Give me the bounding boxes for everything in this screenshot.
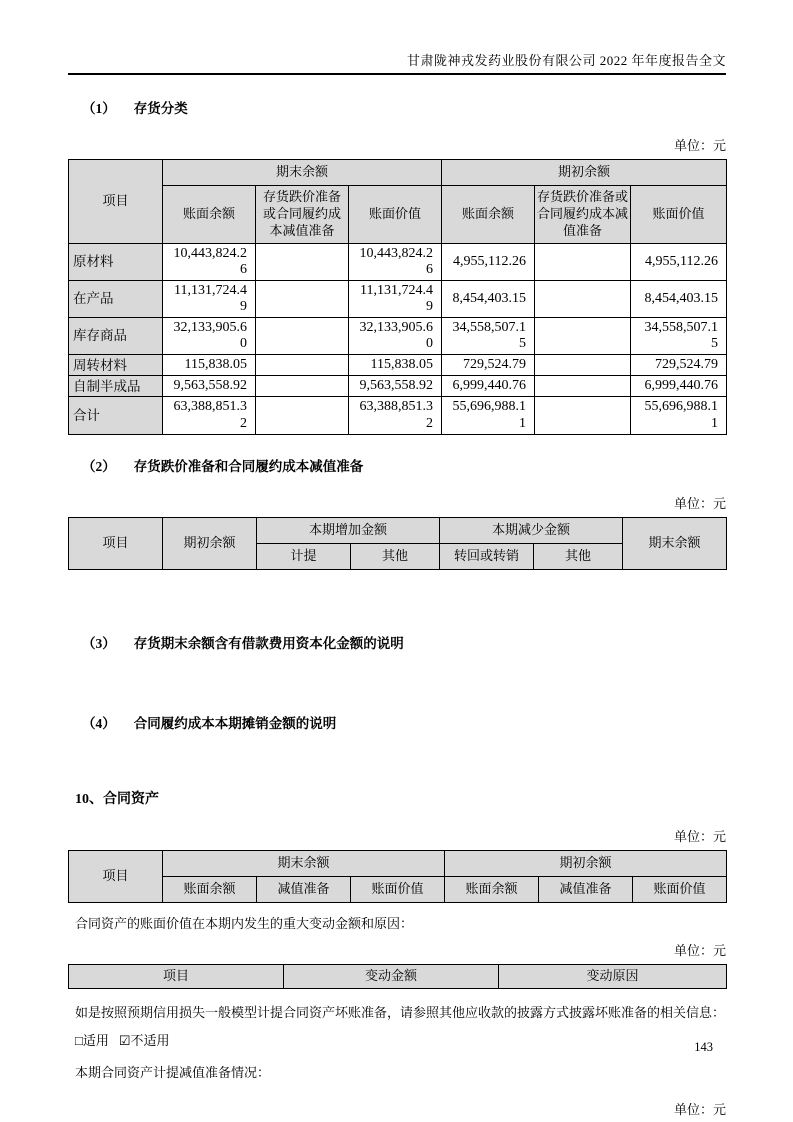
cell-value: 4,955,112.26 xyxy=(442,243,535,280)
table-row xyxy=(69,355,727,376)
checkbox-applicable: □适用 xyxy=(75,1032,109,1048)
unit-label: 单位：元 xyxy=(673,495,726,511)
unit-label: 单位：元 xyxy=(673,942,726,958)
cell-value: 63,388,851.32 xyxy=(349,397,442,434)
cell-value xyxy=(256,280,349,317)
header-cell-closing-balance: 期末余额 xyxy=(623,517,727,569)
section-heading-inventory-provision xyxy=(68,455,726,475)
header-cell-book-balance: 账面余额 xyxy=(445,876,539,902)
cell-value: 729,524.79 xyxy=(631,355,727,376)
header-cell-book-value: 账面价值 xyxy=(351,876,445,902)
inventory-provision-table xyxy=(68,517,727,570)
header-cell-book-value: 账面价值 xyxy=(349,186,442,244)
row-item-label: 库存商品 xyxy=(69,318,163,355)
header-cell-decrease-group: 本期减少金额 xyxy=(440,517,623,543)
row-item-label: 自制半成品 xyxy=(69,376,163,397)
cell-value: 11,131,724.49 xyxy=(349,280,442,317)
cell-value xyxy=(535,355,631,376)
row-item-label: 周转材料 xyxy=(69,355,163,376)
table-row xyxy=(69,243,727,280)
unit-label: 单位：元 xyxy=(673,828,726,844)
note-provision-status: 本期合同资产计提减值准备情况： xyxy=(75,1064,271,1080)
checkbox-not-applicable: ☑不适用 xyxy=(118,1032,170,1048)
section-heading-contract-assets: 10、合同资产 xyxy=(75,791,159,807)
cell-value: 11,131,724.49 xyxy=(163,280,256,317)
cell-value xyxy=(256,355,349,376)
section-heading-inventory-classification xyxy=(68,97,726,117)
cell-value: 34,558,507.15 xyxy=(631,318,727,355)
cell-value: 115,838.05 xyxy=(349,355,442,376)
header-cell-increase-group: 本期增加金额 xyxy=(257,517,440,543)
cell-value xyxy=(535,280,631,317)
section-number: （4） xyxy=(82,715,116,731)
cell-value: 55,696,988.11 xyxy=(442,397,535,434)
applicability-checkbox-line xyxy=(75,1030,726,1049)
cell-value: 4,955,112.26 xyxy=(631,243,727,280)
cell-value: 6,999,440.76 xyxy=(631,376,727,397)
page-number: 143 xyxy=(694,1040,713,1054)
header-cell-other: 其他 xyxy=(534,543,623,569)
cell-value: 6,999,440.76 xyxy=(442,376,535,397)
cell-value: 34,558,507.15 xyxy=(442,318,535,355)
document-header xyxy=(68,0,726,75)
section-number: （1） xyxy=(82,101,116,116)
unit-label: 单位：元 xyxy=(673,138,726,153)
header-cell-other: 其他 xyxy=(351,543,440,569)
header-cell-provision: 存货跌价准备或合同履约成本减值准备 xyxy=(256,186,349,244)
header-cell-book-value: 账面价值 xyxy=(633,876,727,902)
cell-value: 115,838.05 xyxy=(163,355,256,376)
header-cell-change-amount: 变动金额 xyxy=(284,964,499,988)
note-expected-credit-loss: 如是按照预期信用损失一般模型计提合同资产坏账准备，请参照其他应收款的披露方式披露坏账准备的相关信息： xyxy=(75,1004,726,1020)
row-item-label: 合计 xyxy=(69,397,163,434)
header-cell-reversal-writeoff: 转回或转销 xyxy=(440,543,534,569)
header-cell-book-value: 账面价值 xyxy=(631,186,727,244)
section-number: （3） xyxy=(82,635,116,651)
header-cell-item: 项目 xyxy=(69,160,163,244)
table-row xyxy=(69,376,727,397)
header-cell-book-balance: 账面余额 xyxy=(163,186,256,244)
row-item-label: 原材料 xyxy=(69,243,163,280)
cell-value: 55,696,988.11 xyxy=(631,397,727,434)
cell-value xyxy=(256,397,349,434)
header-cell-item: 项目 xyxy=(69,517,163,569)
header-cell-item: 项目 xyxy=(69,964,284,988)
contract-assets-table xyxy=(68,850,727,903)
header-cell-impairment-provision: 减值准备 xyxy=(257,876,351,902)
cell-value xyxy=(256,376,349,397)
cell-value: 10,443,824.26 xyxy=(163,243,256,280)
document-header-title: 甘肃陇神戎发药业股份有限公司 2022 年年度报告全文 xyxy=(406,53,726,68)
section-title: 存货分类 xyxy=(133,101,188,116)
table-row xyxy=(69,280,727,317)
header-cell-opening-balance: 期初余额 xyxy=(163,517,257,569)
section-title: 合同履约成本本期摊销金额的说明 xyxy=(133,715,337,731)
cell-value: 10,443,824.26 xyxy=(349,243,442,280)
row-item-label: 在产品 xyxy=(69,280,163,317)
section-title: 存货跌价准备和合同履约成本减值准备 xyxy=(133,458,364,474)
cell-value: 729,524.79 xyxy=(442,355,535,376)
header-cell-ending-balance-group: 期末余额 xyxy=(163,850,445,876)
inventory-classification-table xyxy=(68,159,727,435)
header-cell-provision: 存货跌价准备或合同履约成本减值准备 xyxy=(535,186,631,244)
cell-value: 63,388,851.32 xyxy=(163,397,256,434)
cell-value: 32,133,905.60 xyxy=(349,318,442,355)
header-cell-book-balance: 账面余额 xyxy=(163,876,257,902)
cell-value: 9,563,558.92 xyxy=(349,376,442,397)
note-contract-asset-change: 合同资产的账面价值在本期内发生的重大变动金额和原因： xyxy=(75,915,414,931)
header-cell-book-balance: 账面余额 xyxy=(442,186,535,244)
section-title: 存货期末余额含有借款费用资本化金额的说明 xyxy=(133,635,404,651)
cell-value xyxy=(535,318,631,355)
header-cell-accrual: 计提 xyxy=(257,543,351,569)
unit-label: 单位：元 xyxy=(673,1101,726,1117)
header-cell-impairment-provision: 减值准备 xyxy=(539,876,633,902)
cell-value xyxy=(535,376,631,397)
cell-value xyxy=(256,318,349,355)
table-row-total xyxy=(69,397,727,434)
header-cell-beginning-balance-group: 期初余额 xyxy=(445,850,727,876)
header-cell-beginning-balance-group: 期初余额 xyxy=(442,160,727,186)
header-cell-change-reason: 变动原因 xyxy=(499,964,727,988)
contract-asset-change-table xyxy=(68,964,727,989)
header-cell-ending-balance-group: 期末余额 xyxy=(163,160,442,186)
header-cell-item: 项目 xyxy=(69,850,163,902)
section-number: （2） xyxy=(82,458,116,474)
cell-value: 32,133,905.60 xyxy=(163,318,256,355)
table-row xyxy=(69,318,727,355)
cell-value xyxy=(535,243,631,280)
cell-value: 8,454,403.15 xyxy=(442,280,535,317)
cell-value xyxy=(535,397,631,434)
cell-value: 8,454,403.15 xyxy=(631,280,727,317)
section-heading-capitalized-borrowing-costs xyxy=(68,632,726,652)
section-heading-contract-cost-amortization xyxy=(68,712,726,732)
cell-value xyxy=(256,243,349,280)
cell-value: 9,563,558.92 xyxy=(163,376,256,397)
